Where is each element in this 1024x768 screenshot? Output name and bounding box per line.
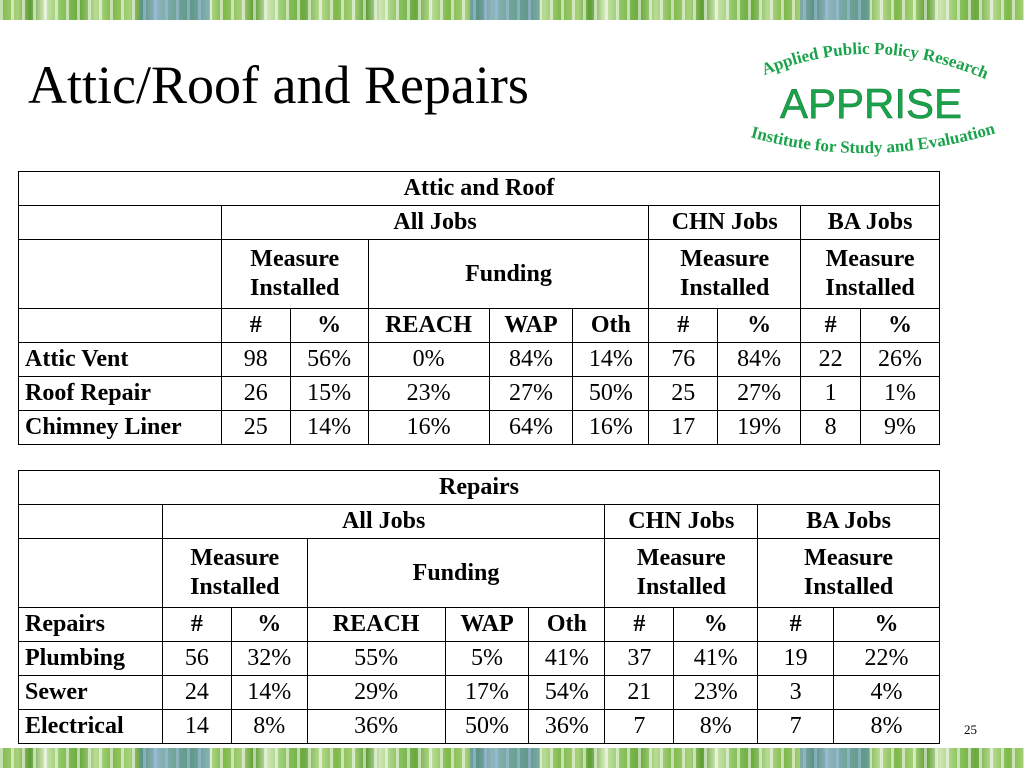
table-title: Repairs	[19, 471, 940, 505]
column-header: #	[162, 608, 231, 642]
svg-text:Applied Public Policy Research	[759, 39, 992, 83]
column-header: %	[861, 309, 940, 343]
table-cell: 14	[162, 710, 231, 744]
header-measure-installed: Measure Installed	[605, 539, 758, 608]
table-row	[19, 676, 940, 710]
table-cell: 8%	[674, 710, 758, 744]
corner-cell	[19, 240, 222, 309]
table-row	[19, 642, 940, 676]
header-measure-installed: Measure Installed	[221, 240, 368, 309]
column-header: REACH	[307, 608, 445, 642]
column-header: %	[231, 608, 307, 642]
table-cell: 32%	[231, 642, 307, 676]
table-cell: 26	[221, 377, 290, 411]
table-cell: 22%	[834, 642, 940, 676]
table-cell: 50%	[445, 710, 529, 744]
table-row	[19, 343, 940, 377]
table-cell: 36%	[307, 710, 445, 744]
table-cell: 15%	[290, 377, 368, 411]
table-cell: 25	[221, 411, 290, 445]
column-header: Oth	[529, 608, 605, 642]
header-measure-installed: Measure Installed	[758, 539, 940, 608]
corner-cell	[19, 206, 222, 240]
table-cell: 56	[162, 642, 231, 676]
column-header: #	[221, 309, 290, 343]
table-cell: 4%	[834, 676, 940, 710]
decorative-top-border	[0, 0, 1024, 20]
table-cell: 27%	[718, 377, 801, 411]
table-row	[19, 411, 940, 445]
column-header: #	[605, 608, 674, 642]
header-funding: Funding	[307, 539, 605, 608]
table-cell: 27%	[489, 377, 573, 411]
column-header: %	[674, 608, 758, 642]
header-measure-installed: Measure Installed	[801, 240, 940, 309]
group-ba-jobs: BA Jobs	[801, 206, 940, 240]
table-cell: 8	[801, 411, 861, 445]
table-cell: 1%	[861, 377, 940, 411]
table-cell: 22	[801, 343, 861, 377]
row-label: Chimney Liner	[19, 411, 222, 445]
column-header: %	[718, 309, 801, 343]
table-cell: 29%	[307, 676, 445, 710]
table-cell: 25	[649, 377, 718, 411]
table-cell: 9%	[861, 411, 940, 445]
column-header: WAP	[489, 309, 573, 343]
group-ba-jobs: BA Jobs	[758, 505, 940, 539]
logo-line1: Applied Public Policy Research	[758, 38, 992, 83]
group-all-jobs: All Jobs	[221, 206, 648, 240]
table-cell: 23%	[674, 676, 758, 710]
table-cell: 21	[605, 676, 674, 710]
row-label: Roof Repair	[19, 377, 222, 411]
column-header: %	[834, 608, 940, 642]
header-measure-installed: Measure Installed	[162, 539, 307, 608]
table-cell: 55%	[307, 642, 445, 676]
table-cell: 8%	[834, 710, 940, 744]
table-cell: 41%	[674, 642, 758, 676]
page-number: 25	[964, 722, 977, 737]
repairs-table	[18, 470, 940, 744]
column-header: WAP	[445, 608, 529, 642]
column-header: #	[649, 309, 718, 343]
table-cell: 16%	[368, 411, 489, 445]
table-cell: 36%	[529, 710, 605, 744]
table-cell: 14%	[573, 343, 649, 377]
table-cell: 7	[758, 710, 834, 744]
row-label: Sewer	[19, 676, 163, 710]
group-all-jobs: All Jobs	[162, 505, 604, 539]
table-cell: 17	[649, 411, 718, 445]
row-label: Attic Vent	[19, 343, 222, 377]
slide-title: Attic/Roof and Repairs	[28, 55, 529, 115]
table-cell: 5%	[445, 642, 529, 676]
table-cell: 26%	[861, 343, 940, 377]
table-cell: 76	[649, 343, 718, 377]
table-cell: 98	[221, 343, 290, 377]
corner-cell	[19, 539, 163, 608]
logo-name: APPRISE	[779, 80, 963, 127]
table-cell: 50%	[573, 377, 649, 411]
table-row	[19, 377, 940, 411]
table-cell: 17%	[445, 676, 529, 710]
header-funding: Funding	[368, 240, 649, 309]
table-cell: 1	[801, 377, 861, 411]
decorative-bottom-border	[0, 748, 1024, 768]
table-cell: 23%	[368, 377, 489, 411]
attic-roof-table	[18, 171, 940, 445]
table-row	[19, 710, 940, 744]
column-header: REACH	[368, 309, 489, 343]
table-cell: 16%	[573, 411, 649, 445]
table-title: Attic and Roof	[19, 172, 940, 206]
corner-label	[19, 309, 222, 343]
row-label: Electrical	[19, 710, 163, 744]
corner-cell	[19, 505, 163, 539]
table-cell: 84%	[489, 343, 573, 377]
group-chn-jobs: CHN Jobs	[605, 505, 758, 539]
column-header: %	[290, 309, 368, 343]
apprise-logo	[728, 38, 1014, 178]
table-cell: 19	[758, 642, 834, 676]
table-cell: 56%	[290, 343, 368, 377]
table-cell: 84%	[718, 343, 801, 377]
table-cell: 19%	[718, 411, 801, 445]
table-cell: 14%	[231, 676, 307, 710]
table-cell: 37	[605, 642, 674, 676]
group-chn-jobs: CHN Jobs	[649, 206, 801, 240]
table-cell: 14%	[290, 411, 368, 445]
table-cell: 41%	[529, 642, 605, 676]
table-cell: 3	[758, 676, 834, 710]
table-cell: 24	[162, 676, 231, 710]
table-cell: 0%	[368, 343, 489, 377]
logo-line2: Institute for Study and Evaluation	[749, 118, 997, 158]
table-cell: 8%	[231, 710, 307, 744]
column-header: Oth	[573, 309, 649, 343]
column-header: #	[801, 309, 861, 343]
table-cell: 64%	[489, 411, 573, 445]
header-measure-installed: Measure Installed	[649, 240, 801, 309]
table-cell: 7	[605, 710, 674, 744]
table-cell: 54%	[529, 676, 605, 710]
row-label: Plumbing	[19, 642, 163, 676]
column-header: #	[758, 608, 834, 642]
corner-label: Repairs	[19, 608, 163, 642]
